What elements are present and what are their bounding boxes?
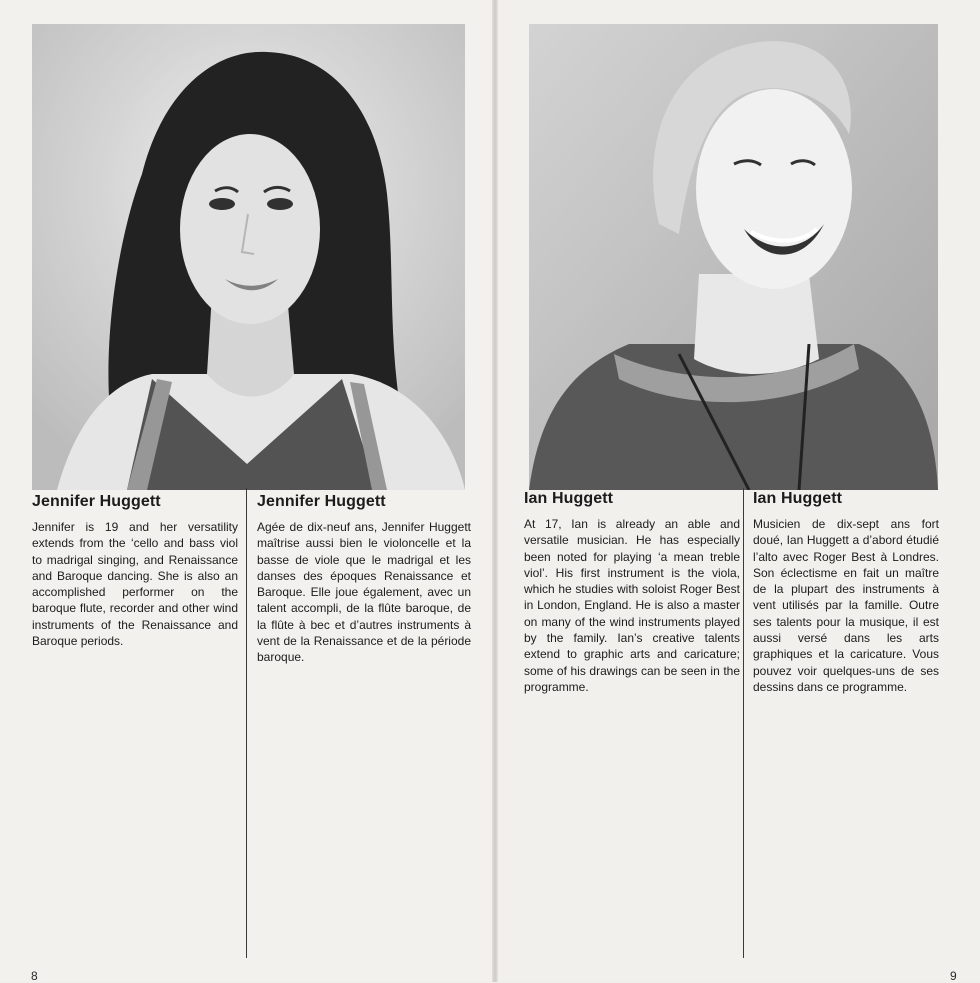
- column-divider-right-page: [743, 488, 744, 958]
- profile-text: At 17, Ian is already an able and versatile musician. He has especially been noted for playing ‘a mean treble viol’. His first instrument is the viola, which he studies with soloist Roger Best in London, England. He is also a master on many of the wind instruments played by the family. Ian’s creative talents extend to graphic arts and caricature; some of his drawings can be seen in the programme.: [524, 517, 740, 694]
- column-divider-left-page: [246, 488, 247, 958]
- profile-name: Ian Huggett: [524, 490, 614, 507]
- profile-name: Ian Huggett: [753, 490, 843, 507]
- jennifer-english-column: [32, 492, 238, 649]
- book-gutter: [492, 0, 498, 982]
- profile-name: Jennifer Huggett: [257, 493, 386, 510]
- ian-english-column: [524, 489, 740, 695]
- jennifer-portrait-photo: [32, 24, 465, 490]
- profile-name: Jennifer Huggett: [32, 493, 161, 510]
- ian-french-column: [753, 489, 939, 695]
- profile-text: Agée de dix-neuf ans, Jennifer Huggett maîtrise aussi bien le violoncelle et la basse de viole que le madrigal et les danses des époques Renaissance et Baroque. Elle joue également, avec un talent accompli, de la flûte baroque, de la flûte à bec et d’autres instruments à vent de la Renaissance et de la période baroque.: [257, 520, 471, 665]
- jennifer-french-column: [257, 492, 471, 666]
- ian-portrait-photo: [529, 24, 938, 490]
- profile-text: Musicien de dix-sept ans fort doué, Ian Huggett a d’abord étudié l’alto avec Roger Best à Londres. Son éclectisme en fait un maître de la plupart des instruments à vent utilisés par la famille. Outre ses talents pour la musique, il est aussi versé dans les arts graphiques et la caricature. Vous pouvez voir quelques-uns de ses dessins dans ce programme.: [753, 517, 939, 694]
- page-number: 9: [950, 969, 957, 983]
- page-number: 8: [31, 969, 38, 983]
- profile-text: Jennifer is 19 and her versatility extends from the ‘cello and bass viol to madrigal singing, and Renaissance and Baroque dancing. She is also an accomplished performer on the baroque flute, recorder and other wind instruments of the Renaissance and Baroque periods.: [32, 520, 238, 649]
